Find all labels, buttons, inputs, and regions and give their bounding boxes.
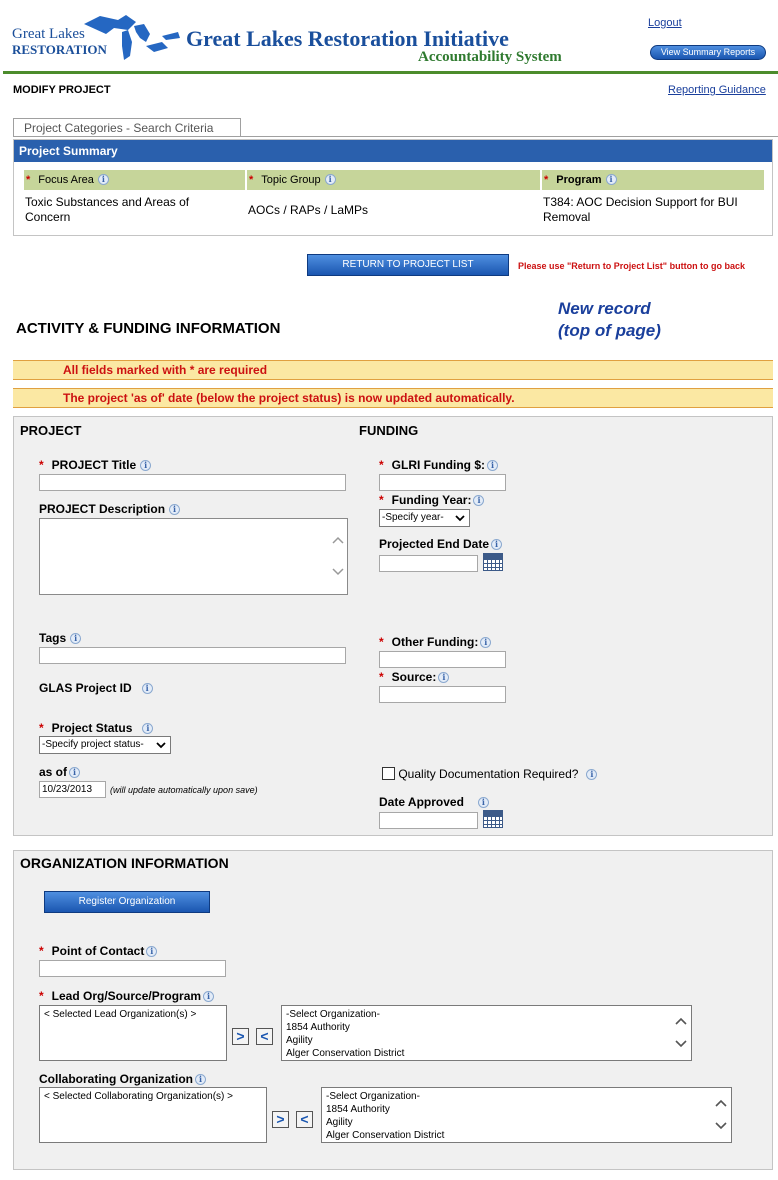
date-approved-label-row — [379, 795, 489, 809]
calendar-icon[interactable] — [483, 553, 503, 571]
info-icon[interactable]: i — [487, 460, 498, 471]
topic-group-value: AOCs / RAPs / LaMPs — [248, 203, 369, 217]
other-funding-label: Other Funding: — [391, 635, 479, 649]
info-icon[interactable]: i — [606, 174, 617, 185]
glri-funding-label: GLRI Funding $: — [391, 458, 485, 472]
return-to-project-list-button[interactable]: RETURN TO PROJECT LIST — [307, 254, 509, 276]
scroll-up-icon[interactable] — [715, 1098, 727, 1108]
lead-org-label: Lead Org/Source/Program — [51, 989, 202, 1003]
date-approved-label: Date Approved — [379, 795, 464, 809]
info-icon[interactable]: i — [98, 174, 109, 185]
reporting-guidance-link[interactable]: Reporting Guidance — [668, 84, 766, 96]
project-status-label-row — [39, 721, 153, 735]
other-funding-input[interactable] — [379, 651, 506, 668]
notice-required-fields: All fields marked with * are required — [13, 360, 773, 380]
app-subtitle: Accountability System — [418, 49, 562, 65]
point-of-contact-label: Point of Contact — [51, 944, 145, 958]
list-item[interactable]: -Select Organization- — [326, 1091, 420, 1102]
info-icon[interactable]: i — [195, 1074, 206, 1085]
info-icon[interactable]: i — [140, 460, 151, 471]
required-mark: * — [379, 635, 384, 649]
list-item[interactable]: Agility — [286, 1035, 313, 1046]
info-icon[interactable]: i — [69, 767, 80, 778]
funding-section-heading: FUNDING — [359, 423, 419, 438]
lead-move-left-button[interactable]: < — [256, 1028, 273, 1045]
project-description-label: PROJECT Description — [39, 502, 166, 516]
summary-header-topic-group — [247, 170, 540, 190]
summary-header-program — [542, 170, 764, 190]
required-mark: * — [379, 670, 384, 684]
projected-end-date-input[interactable] — [379, 555, 478, 572]
list-item[interactable]: -Select Organization- — [286, 1009, 380, 1020]
chevron-down-icon — [155, 739, 167, 751]
glri-funding-label-row — [379, 458, 498, 472]
register-organization-button[interactable]: Register Organization — [44, 891, 210, 913]
info-icon[interactable]: i — [203, 991, 214, 1002]
focus-area-value: Toxic Substances and Areas of Concern — [25, 195, 190, 224]
tags-input[interactable] — [39, 647, 346, 664]
source-label-row — [379, 670, 449, 684]
lead-move-right-button[interactable]: > — [232, 1028, 249, 1045]
info-icon[interactable]: i — [70, 633, 81, 644]
logo — [12, 10, 182, 66]
scroll-up-icon[interactable] — [332, 535, 344, 545]
project-status-value: -Specify project status- — [42, 739, 144, 750]
tags-label: Tags — [39, 631, 67, 645]
project-summary-title: Project Summary — [14, 140, 772, 162]
as-of-label-row — [39, 765, 80, 779]
collab-move-left-button[interactable]: < — [296, 1111, 313, 1128]
required-mark: * — [379, 458, 384, 472]
source-input[interactable] — [379, 686, 506, 703]
source-label: Source: — [391, 670, 437, 684]
list-item[interactable]: Alger Conservation District — [326, 1130, 445, 1141]
info-icon[interactable]: i — [478, 797, 489, 808]
list-item[interactable]: Agility — [326, 1117, 353, 1128]
required-mark: * — [249, 174, 254, 186]
required-mark: * — [39, 989, 44, 1003]
glri-funding-input[interactable] — [379, 474, 506, 491]
scroll-up-icon[interactable] — [675, 1016, 687, 1026]
point-of-contact-input[interactable] — [39, 960, 226, 977]
date-approved-input[interactable] — [379, 812, 478, 829]
info-icon[interactable]: i — [491, 539, 502, 550]
required-mark: * — [39, 944, 44, 958]
lead-org-available-list[interactable] — [281, 1005, 692, 1061]
list-item[interactable]: Alger Conservation District — [286, 1048, 405, 1059]
chevron-down-icon — [454, 512, 466, 524]
as-of-note: (will update automatically upon save) — [110, 785, 258, 795]
info-icon[interactable]: i — [169, 504, 180, 515]
project-description-label-row — [39, 502, 180, 516]
tags-label-row — [39, 631, 81, 645]
required-mark: * — [544, 174, 549, 186]
list-item[interactable]: 1854 Authority — [326, 1104, 390, 1115]
scroll-down-icon[interactable] — [675, 1039, 687, 1049]
lead-org-selected-list[interactable] — [39, 1005, 227, 1061]
summary-header-focus-area — [24, 170, 245, 190]
program-label: Program — [556, 174, 602, 186]
quality-documentation-checkbox[interactable] — [382, 767, 395, 780]
funding-year-value: -Specify year- — [382, 512, 444, 523]
info-icon[interactable]: i — [480, 637, 491, 648]
glas-project-id-label: GLAS Project ID — [39, 681, 132, 695]
required-mark: * — [379, 493, 384, 507]
header — [0, 0, 778, 72]
collab-org-label: Collaborating Organization — [39, 1072, 194, 1086]
info-icon[interactable]: i — [142, 683, 153, 694]
header-divider — [3, 71, 778, 74]
scroll-down-icon[interactable] — [332, 567, 344, 577]
info-icon[interactable]: i — [325, 174, 336, 185]
lead-org-label-row — [39, 989, 214, 1003]
required-mark: * — [39, 721, 44, 735]
project-section-heading: PROJECT — [20, 423, 82, 438]
point-of-contact-label-row — [39, 944, 157, 958]
info-icon[interactable]: i — [586, 769, 597, 780]
project-title-input[interactable] — [39, 474, 346, 491]
page-heading: MODIFY PROJECT — [13, 84, 111, 96]
return-note: Please use "Return to Project List" button to go back — [518, 261, 746, 271]
required-mark: * — [39, 458, 44, 472]
logo-line1: Great Lakes — [12, 26, 85, 42]
funding-year-select[interactable] — [379, 509, 470, 527]
program-value: T384: AOC Decision Support for BUI Removal — [543, 195, 738, 224]
lead-org-selected-placeholder: < Selected Lead Organization(s) > — [44, 1009, 197, 1020]
quality-documentation-label: Quality Documentation Required? — [398, 767, 579, 781]
activity-heading: ACTIVITY & FUNDING INFORMATION — [16, 320, 281, 337]
annotation-new-record — [558, 298, 661, 342]
logo-line2: RESTORATION — [12, 42, 107, 57]
calendar-icon[interactable] — [483, 810, 503, 828]
other-funding-label-row — [379, 635, 491, 649]
notice-as-of-date: The project 'as of' date (below the project status) is now updated automatically. — [13, 388, 773, 408]
info-icon[interactable]: i — [146, 946, 157, 957]
annotation-line2: (top of page) — [558, 321, 661, 340]
view-summary-reports-button[interactable]: View Summary Reports — [650, 45, 766, 60]
logout-link[interactable]: Logout — [648, 17, 682, 29]
glas-project-id-label-row — [39, 681, 153, 695]
organization-heading: ORGANIZATION INFORMATION — [20, 855, 229, 871]
tab-underline — [13, 136, 778, 137]
required-mark: * — [26, 174, 31, 186]
annotation-line1: New record — [558, 299, 651, 318]
project-description-textarea[interactable] — [39, 518, 348, 595]
project-summary-panel — [13, 139, 773, 236]
focus-area-label: Focus Area — [38, 174, 94, 186]
collab-org-selected-placeholder: < Selected Collaborating Organization(s) > — [44, 1091, 233, 1102]
projected-end-date-label-row — [379, 537, 502, 551]
project-title-label-row — [39, 458, 151, 472]
tab-project-categories[interactable]: Project Categories - Search Criteria — [13, 118, 241, 137]
info-icon[interactable]: i — [142, 723, 153, 734]
collab-move-right-button[interactable]: > — [272, 1111, 289, 1128]
funding-year-label: Funding Year: — [391, 493, 472, 507]
as-of-input[interactable]: 10/23/2013 — [39, 781, 106, 798]
info-icon[interactable]: i — [473, 495, 484, 506]
collab-org-available-list[interactable] — [321, 1087, 732, 1143]
project-title-label: PROJECT Title — [51, 458, 137, 472]
quality-documentation-row — [382, 767, 597, 781]
info-icon[interactable]: i — [438, 672, 449, 683]
list-item[interactable]: 1854 Authority — [286, 1022, 350, 1033]
as-of-label: as of — [39, 765, 68, 779]
projected-end-date-label: Projected End Date — [379, 537, 490, 551]
scroll-down-icon[interactable] — [715, 1121, 727, 1131]
funding-year-label-row — [379, 493, 484, 507]
project-status-select[interactable] — [39, 736, 171, 754]
project-status-label: Project Status — [51, 721, 133, 735]
topic-group-label: Topic Group — [261, 174, 321, 186]
collab-org-selected-list[interactable] — [39, 1087, 267, 1143]
collab-org-label-row — [39, 1072, 206, 1086]
app-title: Great Lakes Restoration Initiative — [186, 26, 509, 51]
